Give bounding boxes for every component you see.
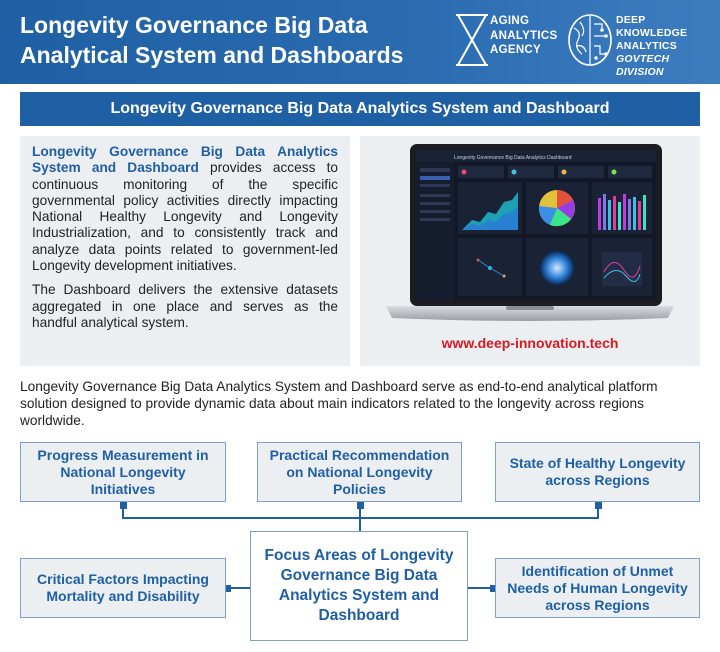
focus-box-critical-factors: Critical Factors Impacting Mortality and Disability xyxy=(20,558,226,618)
focus-box-unmet-needs: Identification of Unmet Needs of Human Longevity across Regions xyxy=(495,558,700,618)
brain-circuit-logo-icon xyxy=(566,12,614,68)
connector-dot xyxy=(120,502,127,509)
focus-box-practical-recommendation: Practical Recommendation on National Longevity Policies xyxy=(257,442,462,502)
focus-areas-center-box: Focus Areas of Longevity Governance Big Data Analytics System and Dashboard xyxy=(250,531,468,641)
focus-box-healthy-longevity: State of Healthy Longevity across Regions xyxy=(495,442,700,502)
deep-knowledge-analytics-name: DEEP KNOWLEDGE ANALYTICS GOVTECH DIVISION xyxy=(616,14,688,78)
intro-lead: Longevity Governance Big Data Analytics System and Dashboard xyxy=(32,144,338,176)
aging-analytics-agency-name: AGING ANALYTICS AGENCY xyxy=(490,15,558,56)
focus-box-progress-measurement: Progress Measurement in National Longevity Initiatives xyxy=(20,442,226,502)
website-link[interactable]: www.deep-innovation.tech xyxy=(441,335,619,351)
connector-dot xyxy=(595,502,602,509)
page-title: Longevity Governance Big Data Analytical System and Dashboards xyxy=(20,12,404,68)
laptop-dashboard-image xyxy=(382,142,678,334)
intro-paragraph-2: The Dashboard delivers the extensive datasets aggregated in one place and serves as the handful analytical system. xyxy=(32,282,338,330)
connector-dot xyxy=(357,502,364,509)
intro-body: provides access to continuous monitoring of the specific governmental policy activities directly impacting National Healthy Longevity and Longevity Industrialization, and to consistently track and analyze data points related to government-led Longevity development initiatives. xyxy=(32,160,338,274)
header-banner xyxy=(0,0,720,84)
screen-title: Longevity Governance Big Data Analytics Dashboard xyxy=(454,155,572,161)
connector-line xyxy=(122,517,599,519)
section-banner: Longevity Governance Big Data Analytics System and Dashboard xyxy=(20,92,700,126)
laptop-image-panel xyxy=(360,136,700,366)
intro-paragraph-1 xyxy=(32,144,338,274)
aging-analytics-agency-logo-icon xyxy=(452,12,492,68)
description-text: Longevity Governance Big Data Analytics System and Dashboard serve as end-to-end analytical platform solution designed to provide dynamic data about main indicators related to the longevity across regions worldwide. xyxy=(20,379,658,428)
intro-panel xyxy=(20,136,350,366)
